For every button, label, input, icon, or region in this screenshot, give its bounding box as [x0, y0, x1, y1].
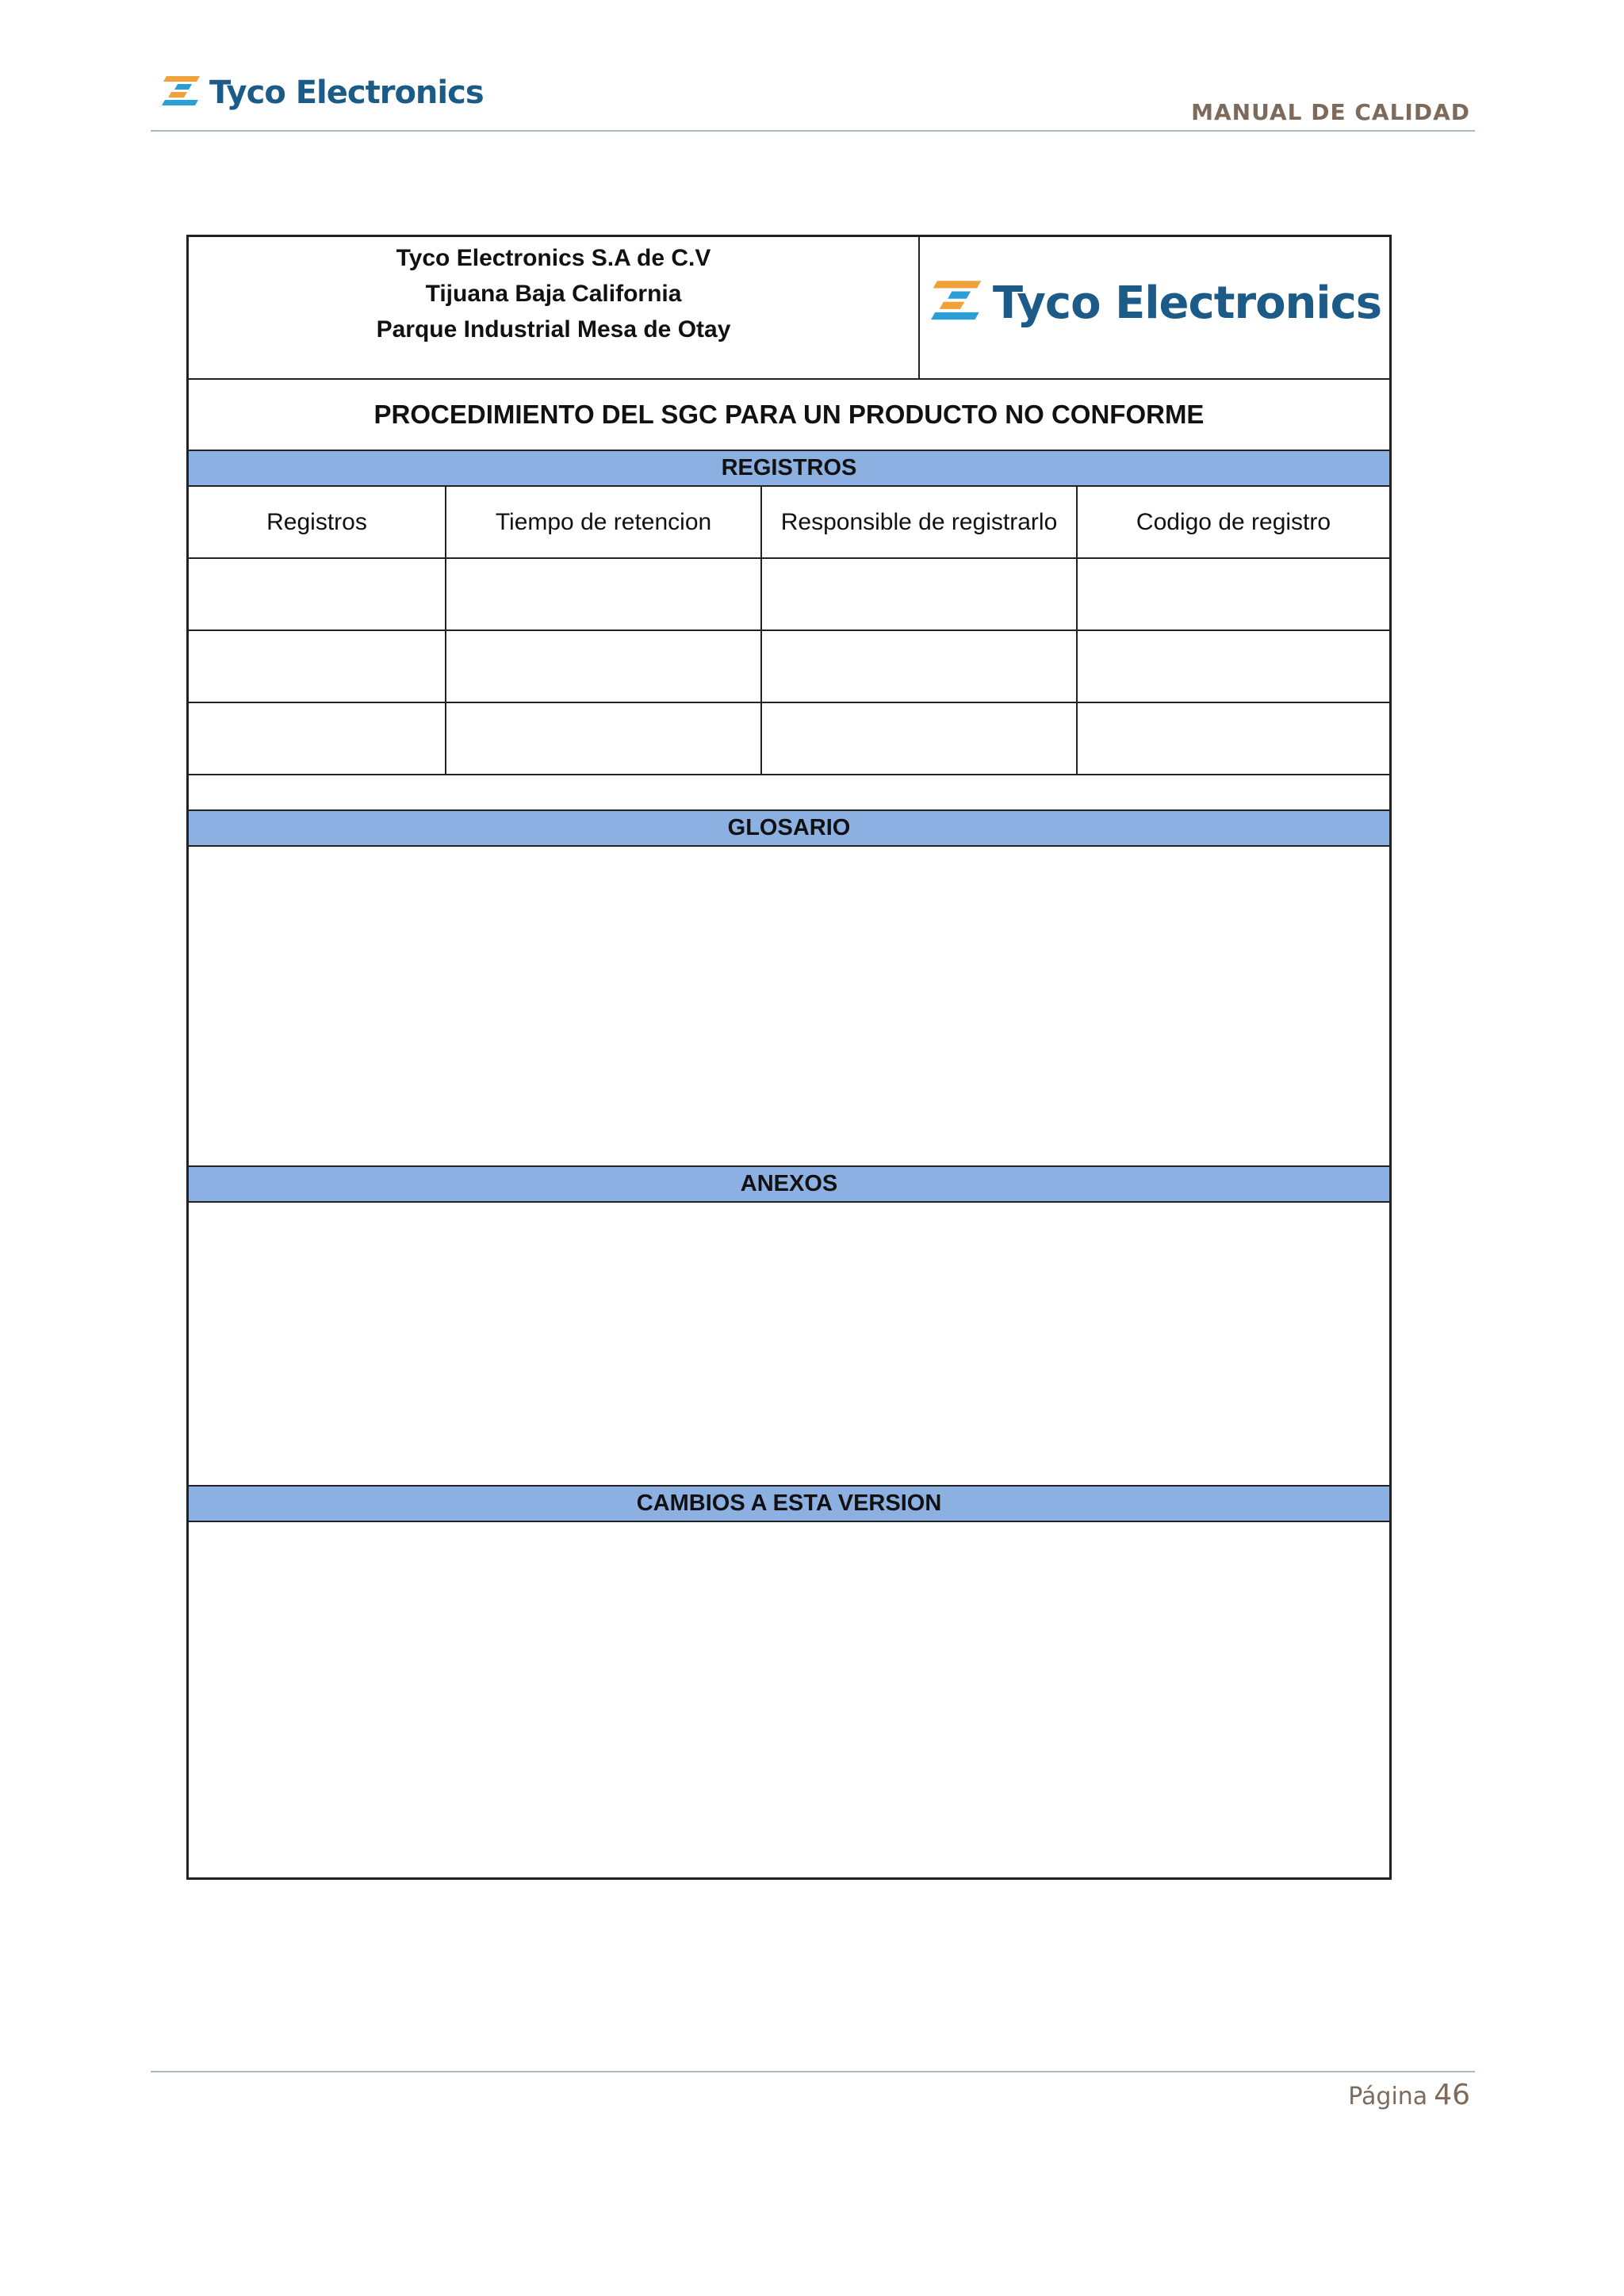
cambios-content-area[interactable] [189, 1522, 1389, 1877]
page-number [1348, 2079, 1470, 2111]
glosario-content-area[interactable] [189, 847, 1389, 1167]
section-title: GLOSARIO [727, 815, 851, 840]
table-cell[interactable] [762, 631, 1078, 702]
table-row [189, 559, 1389, 631]
document-title: PROCEDIMIENTO DEL SGC PARA UN PRODUCTO NO CONFORME [373, 400, 1205, 429]
table-cell[interactable] [1078, 559, 1389, 629]
table-cell[interactable] [1078, 631, 1389, 702]
registros-header-row [189, 487, 1389, 559]
anexos-content-area[interactable] [189, 1203, 1389, 1487]
brand-name: Tyco Electronics [209, 75, 484, 111]
column-header: Registros [189, 487, 446, 557]
company-info [189, 237, 920, 378]
company-row [189, 237, 1389, 380]
brand-logo [160, 65, 484, 121]
table-cell[interactable] [189, 631, 446, 702]
section-bar-registros [189, 451, 1389, 487]
table-row [189, 703, 1389, 775]
section-title: CAMBIOS A ESTA VERSION [636, 1490, 942, 1516]
table-cell[interactable] [1078, 703, 1389, 774]
page-number-value: 46 [1434, 2079, 1470, 2111]
table-cell[interactable] [762, 559, 1078, 629]
company-park: Parque Industrial Mesa de Otay [376, 316, 731, 342]
tyco-logo-icon [160, 73, 203, 113]
table-cell[interactable] [189, 559, 446, 629]
section-title: REGISTROS [721, 455, 857, 480]
company-logo [920, 237, 1389, 378]
company-name: Tyco Electronics S.A de C.V [396, 245, 711, 271]
page-header [151, 55, 1475, 132]
page-label: Página [1348, 2083, 1428, 2110]
page-footer [151, 2071, 1475, 2120]
table-cell[interactable] [762, 703, 1078, 774]
document-title-row [189, 380, 1389, 451]
table-cell[interactable] [446, 631, 762, 702]
table-row [189, 631, 1389, 703]
section-title: ANEXOS [740, 1171, 838, 1196]
column-header: Tiempo de retencion [446, 487, 762, 557]
column-header: Codigo de registro [1136, 508, 1331, 535]
tyco-logo-icon [928, 277, 986, 329]
section-bar-cambios [189, 1487, 1389, 1522]
spacer-row [189, 775, 1389, 811]
section-bar-anexos [189, 1167, 1389, 1203]
section-bar-glosario [189, 811, 1389, 847]
table-cell[interactable] [446, 559, 762, 629]
manual-title: MANUAL DE CALIDAD [1191, 99, 1470, 125]
company-location: Tijuana Baja California [425, 281, 682, 307]
table-cell[interactable] [189, 703, 446, 774]
procedure-form [186, 235, 1392, 1880]
table-cell[interactable] [446, 703, 762, 774]
column-header: Responsible de registrarlo [762, 487, 1078, 557]
company-logo-text: Tyco Electronics [992, 277, 1382, 329]
